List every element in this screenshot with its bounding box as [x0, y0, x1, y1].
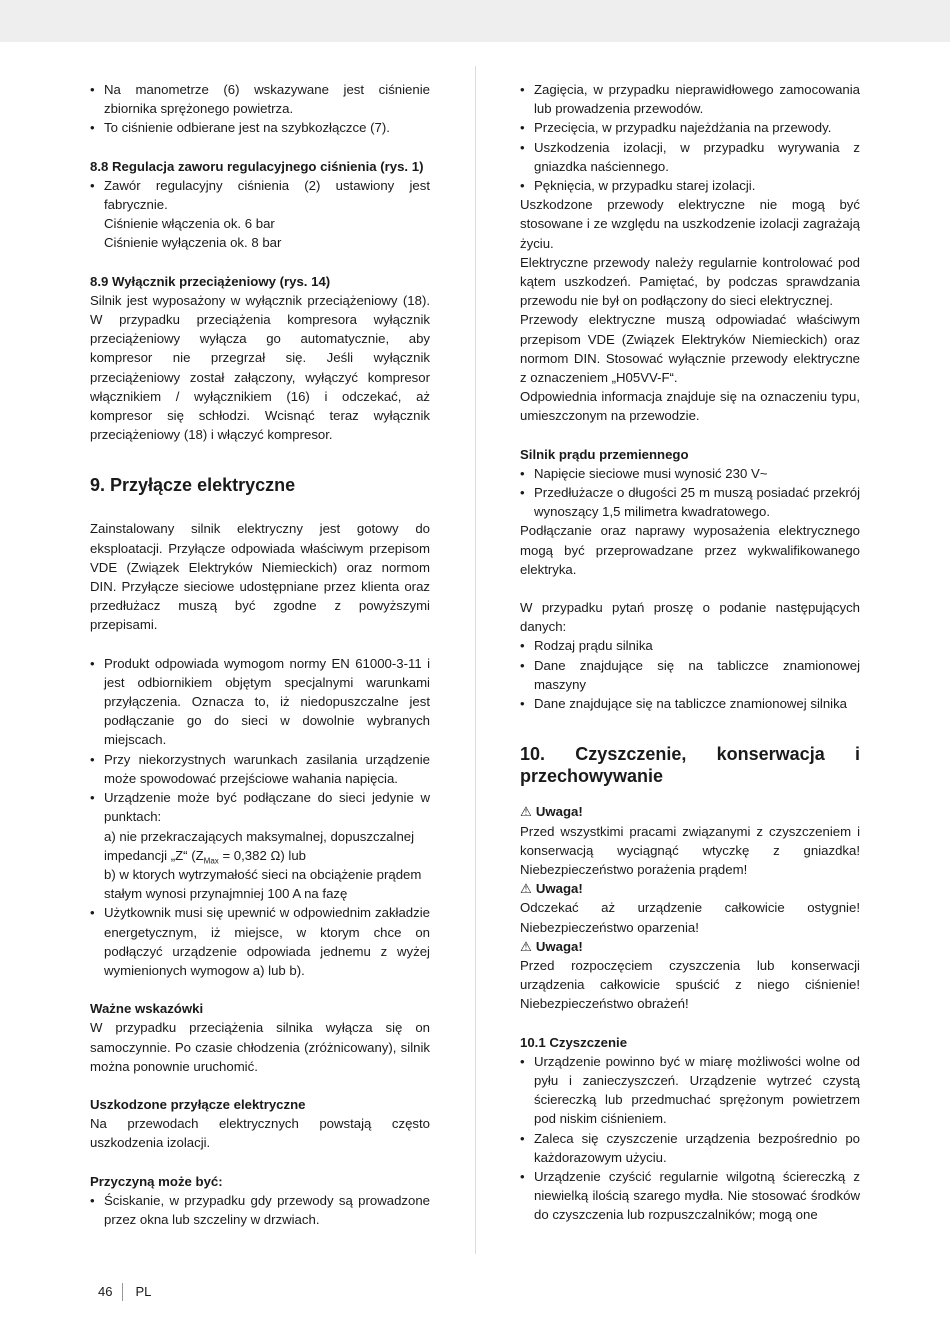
paragraph: Silnik jest wyposażony w wyłącznik przeciążeniowy (18). W przypadku przeciążenia kompresora wyłącznik przeciążeniowy wyłącza go automatycznie, aby kompresor nie przegrzał się. Jeśli wyłącznik przeciążeniowy został załączony, wyłączyć kompresor włącznikiem / wyłącznikiem (16) i odczekać, aż kompresor się schłodzi. Wcisnąć teraz wyłącznik przeciążeniowy (18) i włączyć kompresor.	[90, 292, 430, 443]
paragraph: Odpowiednia informacja znajduje się na oznaczeniu typu, umieszczonym na przewodzie.	[520, 389, 860, 424]
paragraph: W przypadku pytań proszę o podanie następujących danych:	[520, 600, 860, 635]
warning-text: Uwaga!	[535, 881, 583, 897]
warning-label	[520, 802, 860, 821]
warning-triangle-icon: ⚠	[520, 938, 532, 954]
impedance-subscript: Max	[203, 856, 219, 866]
subheading-przyczyna: Przyczyną może być:	[90, 1173, 223, 1189]
warning-text: Uwaga!	[535, 804, 583, 820]
warning-triangle-icon: ⚠	[520, 881, 532, 897]
paragraph: Przed wszystkimi pracami związanymi z czyszczeniem i konserwacją wyciągnąć wtyczkę z gniazdka! Niebezpieczeństwo porażenia prądem!	[520, 823, 860, 877]
section-heading-8-9: 8.9 Wyłącznik przeciążeniowy (rys. 14)	[90, 273, 331, 289]
paragraph: Na przewodach elektrycznych powstają często uszkodzenia izolacji.	[90, 1116, 430, 1151]
page-footer	[98, 1283, 151, 1301]
impedance-value: = 0,382 Ω) lub	[218, 847, 306, 863]
list-item: • Przedłużacze o długości 25 m muszą posiadać przekrój wynoszący 1,5 milimetra kwadratowego.	[520, 483, 860, 521]
section-heading-8-8: 8.8 Regulacja zaworu regulacyjnego ciśnienia (rys. 1)	[90, 158, 424, 174]
paragraph: Elektryczne przewody należy regularnie kontrolować pod kątem uszkodzeń. Pamiętać, by podczas sprawdzania przewodu nie był on podłączony do sieci elektrycznej.	[520, 254, 860, 309]
list-item: • Produkt odpowiada wymogom normy EN 61000-3-11 i jest odbiornikiem objętym specjalnymi warunkami przyłączenia. Oznacza to, iż niedopuszczalne jest podłączanie go do sieci w dowolnie wybranych miejscach.	[90, 654, 430, 750]
list-item: • To ciśnienie odbierane jest na szybkozłączce (7).	[90, 118, 430, 137]
list-item: • Dane znajdujące się na tabliczce znamionowej maszyny	[520, 656, 860, 694]
list-item: • Zagięcia, w przypadku nieprawidłowego zamocowania lub prowadzenia przewodów.	[520, 80, 860, 118]
list-item: • Zawór regulacyjny ciśnienia (2) ustawiony jest fabrycznie.	[90, 176, 430, 214]
paragraph: Przewody elektryczne muszą odpowiadać właściwym przepisom VDE (Związek Elektryków Niemieckich) oraz normom DIN. Stosować wyłącznie przewody elektryczne z oznaczeniem „H05VV-F“.	[520, 312, 860, 386]
left-column	[90, 80, 430, 1229]
list-item: • Rodzaj prądu silnika	[520, 636, 860, 655]
paragraph: Podłączanie oraz naprawy wyposażenia elektrycznego mogą być przeprowadzane przez wykwalifikowanego elektryka.	[520, 523, 860, 577]
page-number: 46	[98, 1283, 123, 1301]
list-item-line: b) w ktorych wytrzymałość sieci na obciążenie prądem stałym wynosi przynajmniej 100 A na fazę	[104, 866, 422, 902]
list-item: • Urządzenie powinno być w miarę możliwości wolne od pyłu i zanieczyszczeń. Urządzenie wytrzeć czystą ściereczką lub przedmuchać sprężonym powietrzem pod niskim ciśnieniem.	[520, 1052, 860, 1129]
paragraph: Zainstalowany silnik elektryczny jest gotowy do eksploatacji. Przyłącze odpowiada właściwym przepisom VDE (Związek Elektryków Niemieckich) oraz normom DIN. Przyłącze sieciowe udostępniane przez klienta oraz przedłużacz muszą być zgodne z powyższymi przepisami.	[90, 521, 430, 633]
list-item: • Uszkodzenia izolacji, w przypadku wyrywania z gniazdka naściennego.	[520, 138, 860, 176]
list-item: • Użytkownik musi się upewnić w odpowiednim zakładzie energetycznym, iż miejsce, w ktorym chce on podłączyć urządzenie odpowiada jednemu z wyżej wymienionych wymogow a) lub b).	[90, 903, 430, 980]
warning-text: Uwaga!	[535, 938, 583, 954]
language-code: PL	[135, 1284, 152, 1299]
subheading-uszkodzone-przylacze: Uszkodzone przyłącze elektryczne	[90, 1096, 306, 1112]
list-item: • Na manometrze (6) wskazywane jest ciśnienie zbiornika sprężonego powietrza.	[90, 80, 430, 118]
list-item-line	[90, 827, 430, 865]
paragraph: Odczekać aż urządzenie całkowicie ostygnie! Niebezpieczeństwo oparzenia!	[520, 900, 860, 935]
paragraph: Przed rozpoczęciem czyszczenia lub konserwacji urządzenia całkowicie spuścić z niego ciśnienie! Niebezpieczeństwo obrażeń!	[520, 957, 860, 1012]
list-item: • Napięcie sieciowe musi wynosić 230 V~	[520, 464, 860, 483]
paragraph: Uszkodzone przewody elektryczne nie mogą być stosowane i ze względu na uszkodzenie izolacji zagrażają życiu.	[520, 197, 860, 251]
section-heading-10-1: 10.1 Czyszczenie	[520, 1034, 628, 1050]
subheading-wazne-wskazowki: Ważne wskazówki	[90, 1001, 204, 1017]
right-column	[520, 80, 860, 1225]
list-item: • Przecięcia, w przypadku najeżdżania na przewody.	[520, 118, 860, 137]
list-item: • Zaleca się czyszczenie urządzenia bezpośrednio po każdorazowym użyciu.	[520, 1129, 860, 1167]
top-bar	[0, 0, 950, 42]
list-item: • Pęknięcia, w przypadku starej izolacji.	[520, 176, 860, 195]
warning-triangle-icon: ⚠	[520, 804, 532, 820]
impedance-text: a) nie przekraczających maksymalnej, dopuszczalnej impedancji „Z“ (Z	[104, 828, 415, 863]
column-divider	[475, 66, 476, 1254]
list-item-line: Ciśnienie wyłączenia ok. 8 bar	[104, 235, 282, 251]
chapter-heading-10: 10. Czyszczenie, konserwacja i przechowywanie	[520, 744, 860, 787]
list-item: • Urządzenie czyścić regularnie wilgotną ściereczką z niewielką ilością szarego mydła. Nie stosować środków do czyszczenia lub rozpuszczalników; mogą one	[520, 1167, 860, 1225]
warning-label	[520, 937, 860, 956]
subheading-silnik: Silnik prądu przemiennego	[520, 446, 689, 462]
list-item: • Dane znajdujące się na tabliczce znamionowej silnika	[520, 694, 860, 713]
list-item: • Urządzenie może być podłączane do sieci jedynie w punktach:	[90, 788, 430, 826]
list-item: • Ściskanie, w przypadku gdy przewody są prowadzone przez okna lub szczeliny w drzwiach.	[90, 1191, 430, 1229]
list-item: • Przy niekorzystnych warunkach zasilania urządzenie może spowodować przejściowe wahania napięcia.	[90, 750, 430, 788]
list-item-line: Ciśnienie włączenia ok. 6 bar	[104, 216, 275, 232]
warning-label	[520, 879, 860, 898]
paragraph: W przypadku przeciążenia silnika wyłącza się on samoczynnie. Po czasie chłodzenia (zróżnicowany), silnik można ponownie uruchomić.	[90, 1020, 430, 1074]
chapter-heading-9: 9. Przyłącze elektryczne	[90, 475, 296, 496]
